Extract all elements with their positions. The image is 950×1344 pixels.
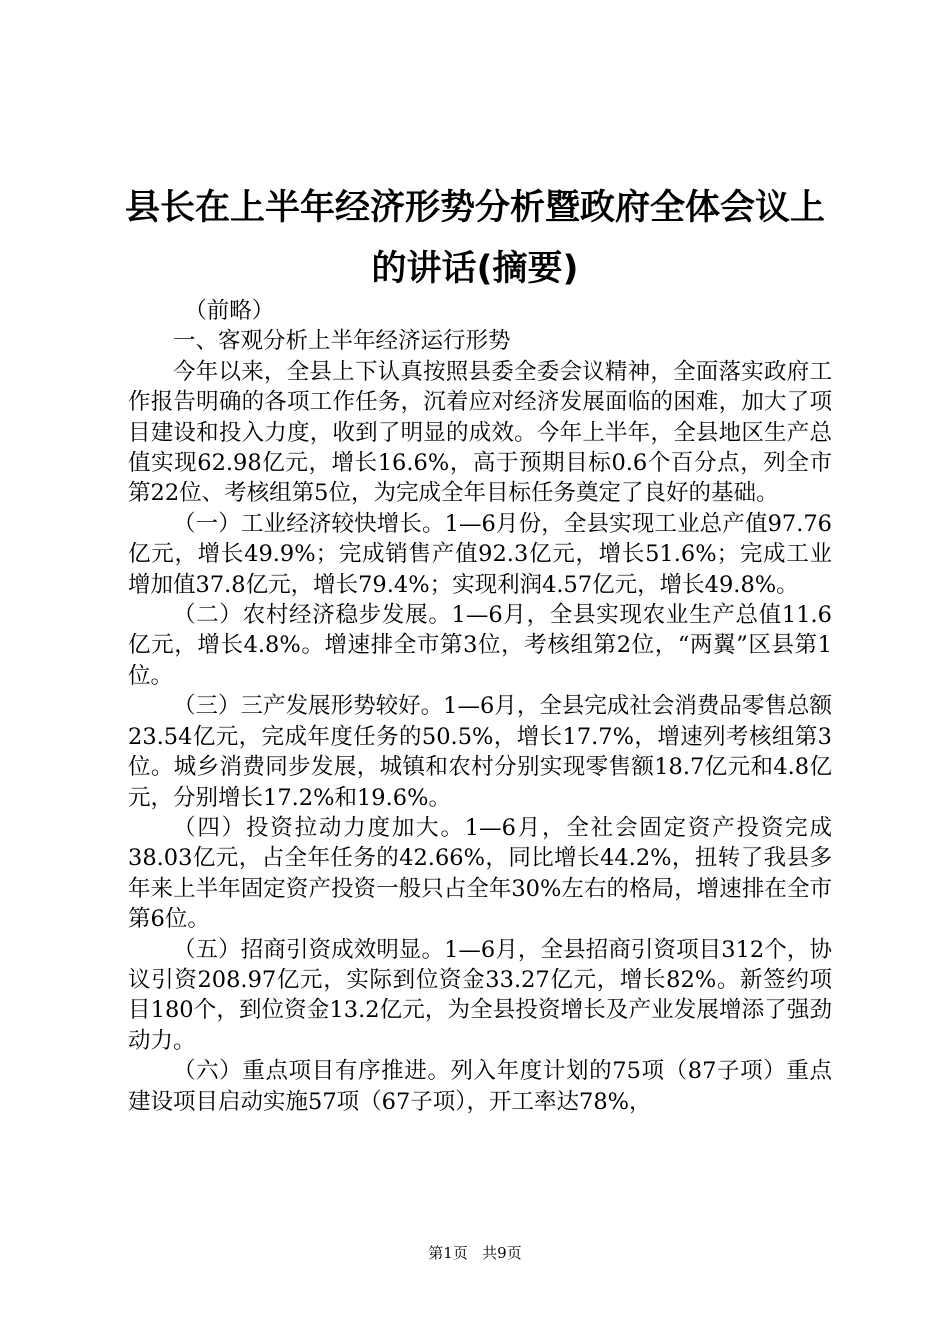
document-title: 县长在上半年经济形势分析暨政府全体会议上的讲话(摘要): [124, 188, 825, 289]
section-heading: 一、客观分析上半年经济运行形势: [173, 328, 511, 355]
page-number: 第1页: [428, 1244, 468, 1262]
paragraph-key-projects: （六）重点项目有序推进。列入年度计划的75项（87子项）重点建设项目启动实施57项（67子项），开工率达78%，: [128, 1058, 832, 1115]
paragraph-industry: （一）工业经济较快增长。1—6月份，全县实现工业总产值97.76亿元，增长49.9%；完成销售产值92.3亿元，增长51.6%；完成工业增加值37.8亿元，增长79.4%；实现利润4.57亿元，增长49.8%。: [128, 510, 832, 598]
paragraph-intro: 今年以来，全县上下认真按照县委全委会议精神，全面落实政府工作报告明确的各项工作任务，沉着应对经济发展面临的困难，加大了项目建设和投入力度，收到了明显的成效。今年上半年，全县地区生产总值实现62.98亿元，增长16.6%，高于预期目标0.6个百分点，列全市第22位、考核组第5位，为完成全年目标任务奠定了良好的基础。: [128, 358, 832, 507]
page-separator: [473, 1244, 478, 1262]
paragraph-attraction: （五）招商引资成效明显。1—6月，全县招商引资项目312个，协议引资208.97亿元，实际到位资金33.27亿元，增长82%。新签约项目180个，到位资金13.2亿元，为全县投资增长及产业发展增添了强劲动力。: [128, 936, 832, 1054]
page-footer: [0, 1243, 950, 1263]
paragraph-investment: （四）投资拉动力度加大。1—6月，全社会固定资产投资完成38.03亿元，占全年任务的42.66%，同比增长44.2%，扭转了我县多年来上半年固定资产投资一般只占全年30%左右的格局，增速排在全市第6位。: [128, 814, 832, 933]
document-body: [128, 296, 832, 1117]
preface-note: （前略）: [184, 298, 275, 324]
page-total: 共9页: [482, 1244, 522, 1262]
paragraph-services: （三）三产发展形势较好。1—6月，全县完成社会消费品零售总额23.54亿元，完成年度任务的50.5%，增长17.7%，增速列考核组第3位。城乡消费同步发展，城镇和农村分别实现零售额18.7亿元和4.8亿元，分别增长17.2%和19.6%。: [128, 693, 832, 811]
paragraph-agriculture: （二）农村经济稳步发展。1—6月，全县实现农业生产总值11.6亿元，增长4.8%。增速排全市第3位，考核组第2位，“两翼”区县第1位。: [128, 602, 832, 689]
